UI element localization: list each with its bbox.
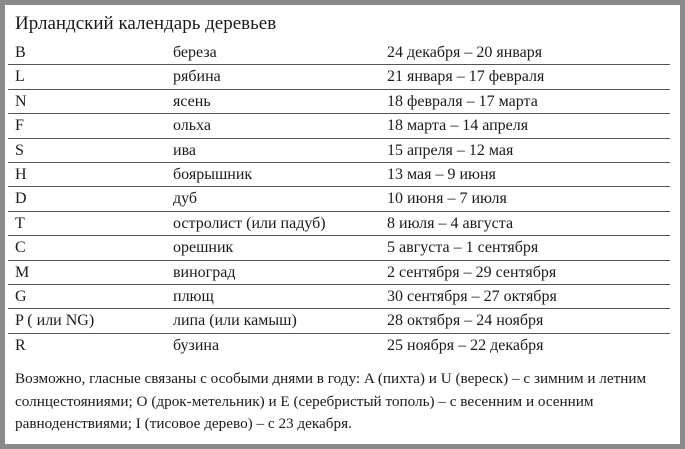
- table-row: [8, 139, 670, 163]
- row-letter: T: [15, 214, 25, 232]
- row-letter: B: [15, 44, 26, 61]
- row-letter: D: [15, 190, 27, 208]
- table-row: [8, 65, 670, 89]
- row-letter: G: [15, 287, 27, 305]
- row-tree: ива: [173, 141, 197, 159]
- row-letter: S: [15, 141, 24, 159]
- row-letter: M: [15, 263, 30, 281]
- table-row: [8, 212, 670, 236]
- row-letter: C: [15, 239, 26, 257]
- row-tree: береза: [173, 44, 217, 61]
- row-tree: боярышник: [173, 165, 253, 183]
- table-row: [8, 114, 670, 138]
- row-letter: N: [15, 92, 27, 110]
- table-row: [8, 309, 670, 333]
- row-tree: дуб: [173, 190, 198, 208]
- row-tree: остролист (или падуб): [173, 214, 326, 232]
- row-letter: R: [15, 336, 26, 354]
- row-dates: 2 сентября – 29 сентября: [387, 263, 557, 281]
- table-row: [8, 285, 670, 309]
- row-tree: виноград: [173, 263, 236, 281]
- table-row: [8, 334, 670, 357]
- row-letter: L: [15, 68, 25, 86]
- row-tree: липа (или камыш): [173, 312, 297, 330]
- row-dates: 25 ноября – 22 декабря: [387, 336, 544, 354]
- table-row: [8, 41, 670, 65]
- row-letter: P ( или NG): [15, 312, 95, 330]
- row-dates: 10 июня – 7 июля: [387, 190, 507, 208]
- row-dates: 30 сентября – 27 октября: [387, 287, 557, 305]
- table-title: Ирландский календарь деревьев: [15, 13, 277, 34]
- row-letter: F: [15, 117, 24, 135]
- row-dates: 18 марта – 14 апреля: [387, 117, 529, 135]
- table-row: [8, 236, 670, 260]
- row-tree: ольха: [173, 117, 211, 135]
- table-row: [8, 187, 670, 211]
- row-tree: плющ: [173, 287, 214, 305]
- row-dates: 28 октября – 24 ноября: [387, 312, 544, 330]
- table-row: [8, 163, 670, 187]
- row-dates: 15 апреля – 12 мая: [387, 141, 514, 159]
- row-letter: H: [15, 165, 27, 183]
- table-row: [8, 261, 670, 285]
- row-dates: 18 февраля – 17 марта: [387, 92, 538, 110]
- table-row: [8, 90, 670, 114]
- row-dates: 21 января – 17 февраля: [387, 68, 545, 86]
- row-dates: 8 июля – 4 августа: [387, 214, 514, 232]
- row-tree: орешник: [173, 239, 234, 257]
- row-dates: 24 декабря – 20 января: [387, 44, 543, 61]
- row-tree: ясень: [173, 92, 211, 110]
- row-dates: 13 мая – 9 июня: [387, 165, 496, 183]
- row-tree: бузина: [173, 336, 220, 354]
- row-tree: рябина: [173, 68, 221, 86]
- footnote: Возможно, гласные связаны с особыми днями в году: A (пихта) и U (вереск) – с зимним и летним солнцестояниями; O (дрок-метельник) и E (серебристый тополь) – с весенним и осенним равноденствиями; I (тисовое дерево) – с 23 декабря.: [15, 370, 647, 432]
- row-dates: 5 августа – 1 сентября: [387, 239, 539, 257]
- tree-calendar-table: [8, 41, 670, 357]
